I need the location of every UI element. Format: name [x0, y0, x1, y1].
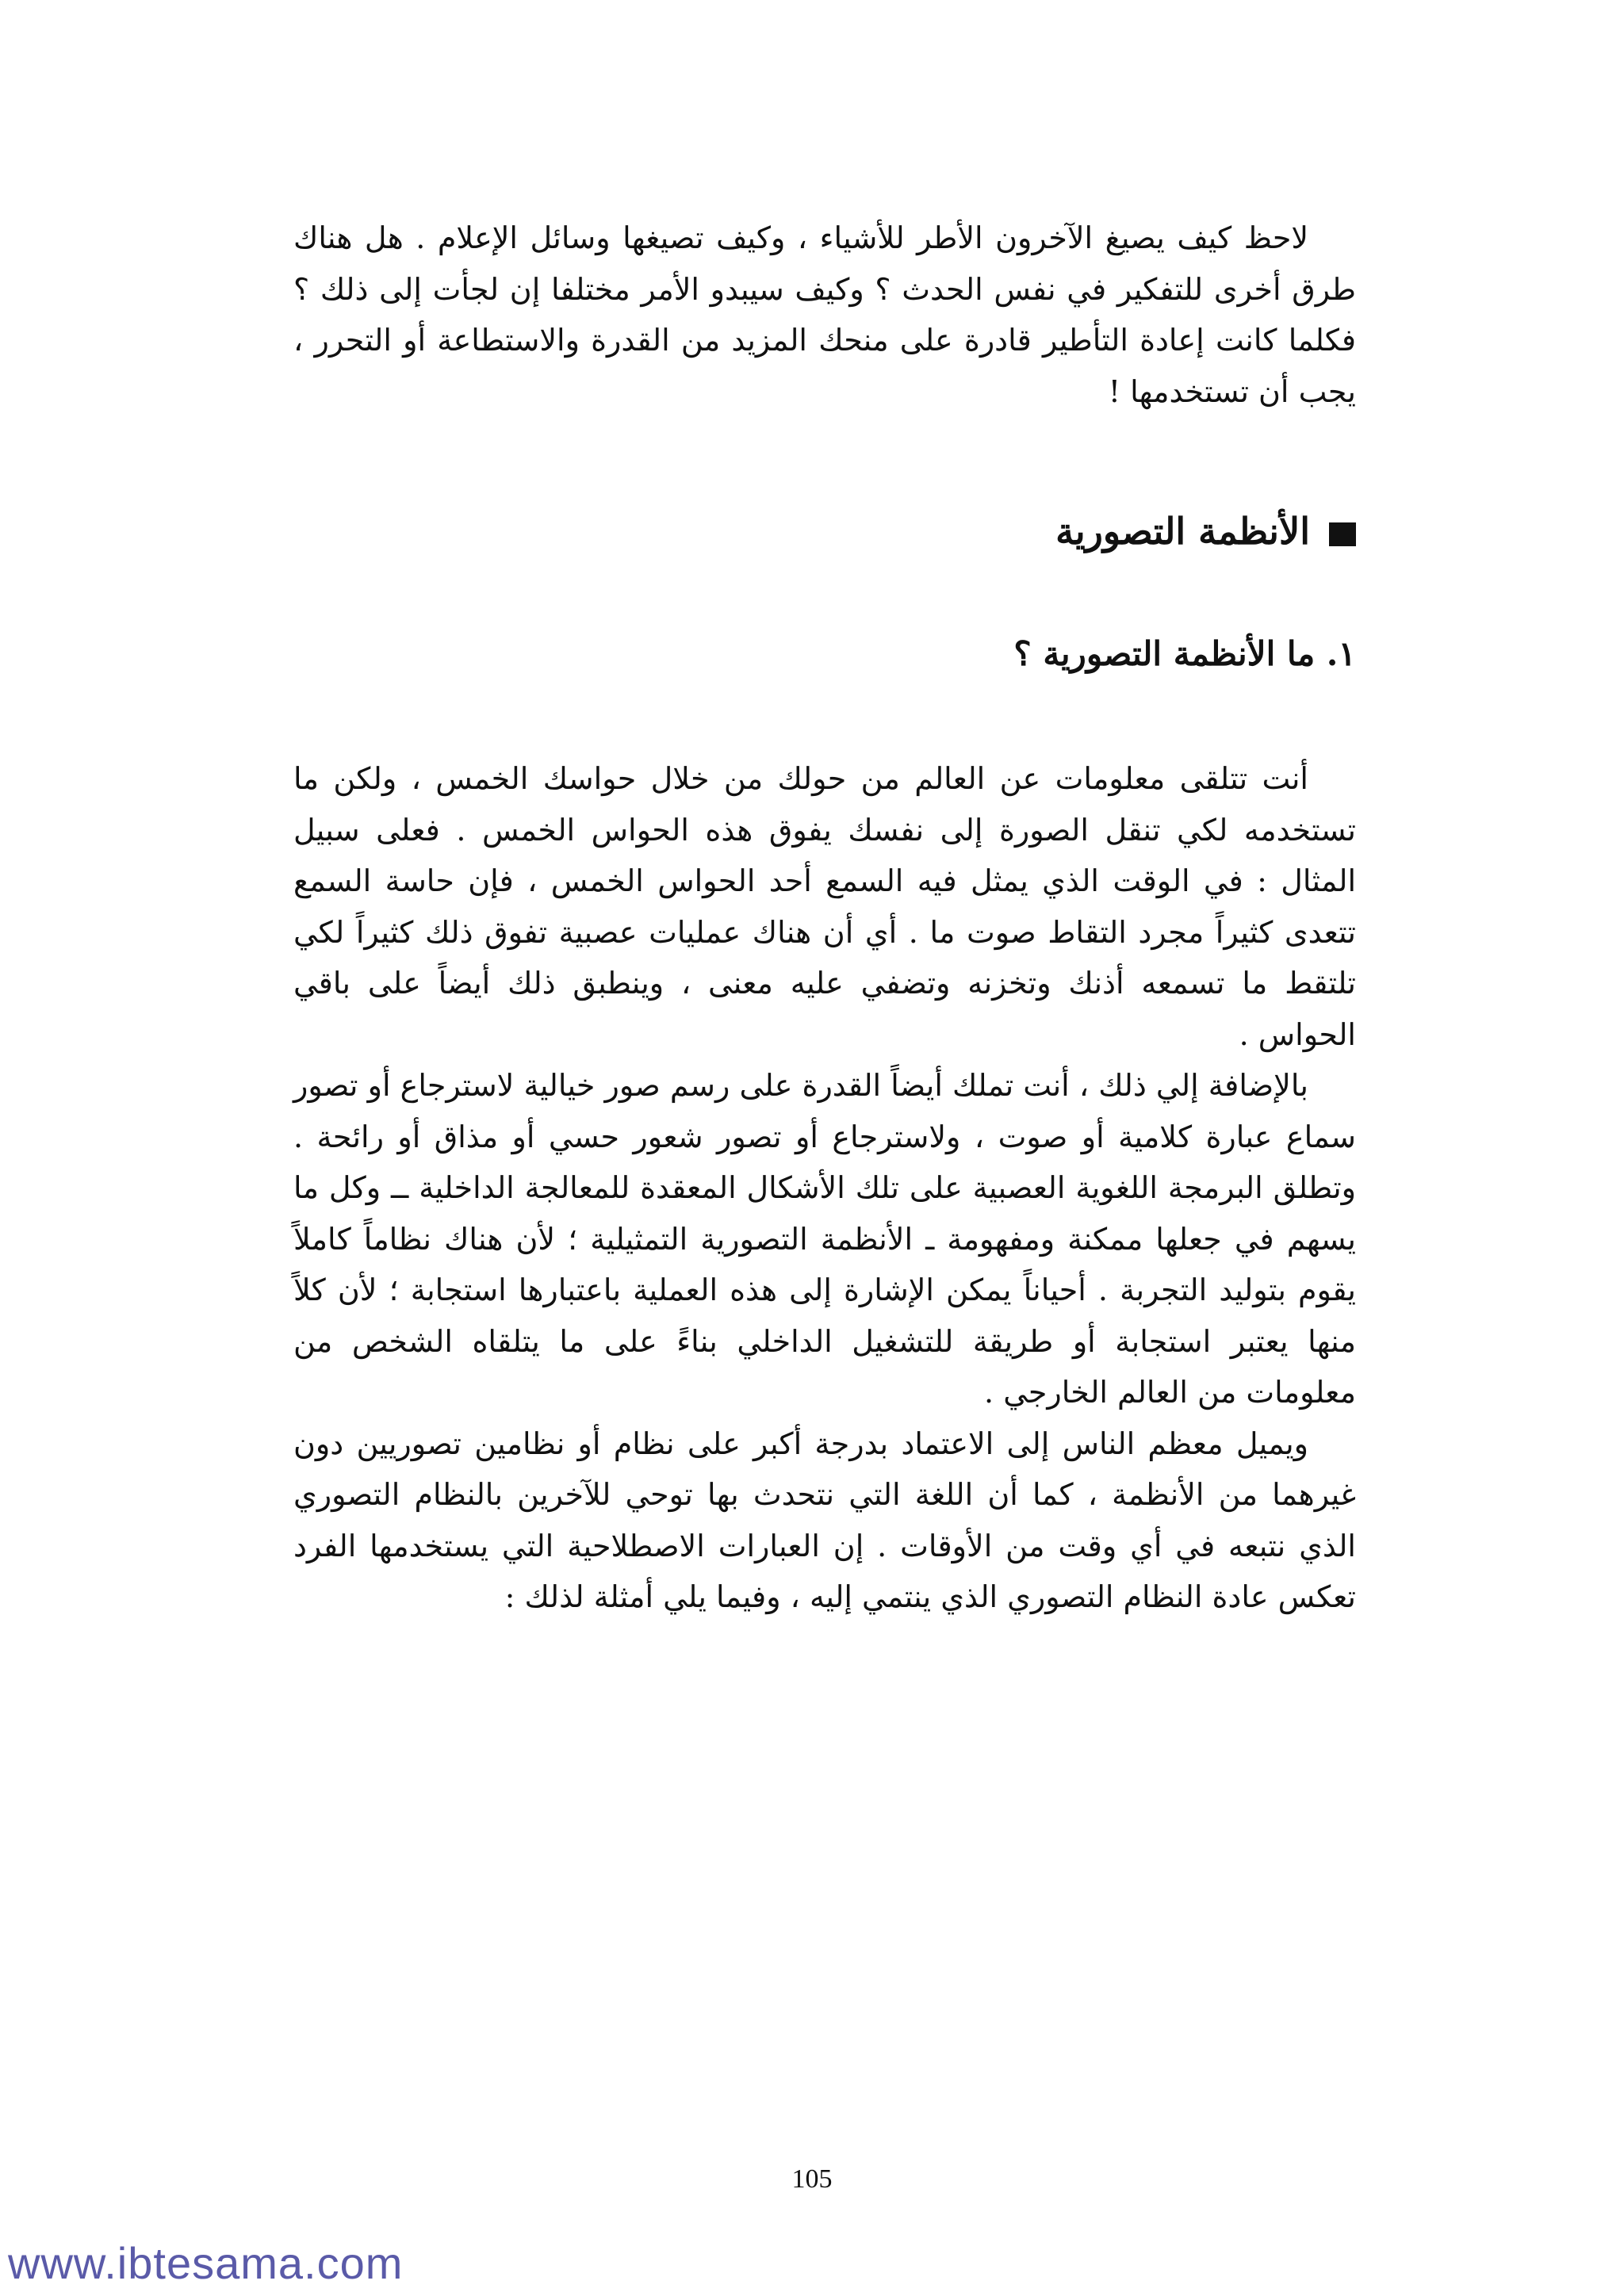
- body-paragraph-2: بالإضافة إلي ذلك ، أنت تملك أيضاً القدرة على رسم صور خيالية لاسترجاع أو تصور سماع عبارة كلامية أو صوت ، ولاسترجاع أو تصور شعور حسي أو مذاق أو رائحة . وتطلق البرمجة اللغوية العصبية على تلك الأشكال المعقدة للمعالجة الداخلية ــ وكل ما يسهم في جعلها ممكنة ومفهومة ـ الأنظمة التصورية التمثيلية ؛ لأن هناك نظاماً كاملاً يقوم بتوليد التجربة . أحياناً يمكن الإشارة إلى هذه العملية باعتبارها استجابة ؛ لأن كلاً منها يعتبر استجابة أو طريقة للتشغيل الداخلي بناءً على ما يتلقاه الشخص من معلومات من العالم الخارجي .: [293, 1068, 1356, 1410]
- body-section: [293, 753, 1356, 1623]
- sub-heading: ١. ما الأنظمة التصورية ؟: [1013, 634, 1356, 673]
- section-heading-text: الأنظمة التصورية: [1055, 510, 1310, 553]
- watermark-link[interactable]: www.ibtesama.com: [8, 2238, 404, 2288]
- intro-paragraph: لاحظ كيف يصيغ الآخرون الأطر للأشياء ، وكيف تصيغها وسائل الإعلام . هل هناك طرق أخرى للتفكير في نفس الحدث ؟ وكيف سيبدو الأمر مختلفا إن لجأت إلى ذلك ؟ فكلما كانت إعادة التأطير قادرة على منحك المزيد من القدرة والاستطاعة أو التحرر ، يجب أن تستخدمها !: [293, 220, 1356, 409]
- section-heading: [293, 507, 1356, 555]
- page-number: 105: [791, 2164, 833, 2194]
- body-paragraph-3: ويميل معظم الناس إلى الاعتماد بدرجة أكبر على نظام أو نظامين تصوريين دون غيرهما من الأنظمة ، كما أن اللغة التي نتحدث بها توحي للآخرين بالنظام التصوري الذي نتبعه في أي وقت من الأوقات . إن العبارات الاصطلاحية التي يستخدمها الفرد تعكس عادة النظام التصوري الذي ينتمي إليه ، وفيما يلي أمثلة لذلك :: [293, 1425, 1356, 1614]
- intro-section: [293, 212, 1356, 417]
- square-bullet-icon: [1329, 522, 1356, 546]
- body-paragraph-1: أنت تتلقى معلومات عن العالم من حولك من خلال حواسك الخمس ، ولكن ما تستخدمه لكي تنقل الصورة إلى نفسك يفوق هذه الحواس الخمس . فعلى سبيل المثال : في الوقت الذي يمثل فيه السمع أحد الحواس الخمس ، فإن حاسة السمع تتعدى كثيراً مجرد التقاط صوت ما . أي أن هناك عمليات عصبية تفوق ذلك كثيراً لكي تلتقط ما تسمعه أذنك وتخزنه وتضفي عليه معنى ، وينطبق ذلك أيضاً على باقي الحواس .: [293, 761, 1356, 1052]
